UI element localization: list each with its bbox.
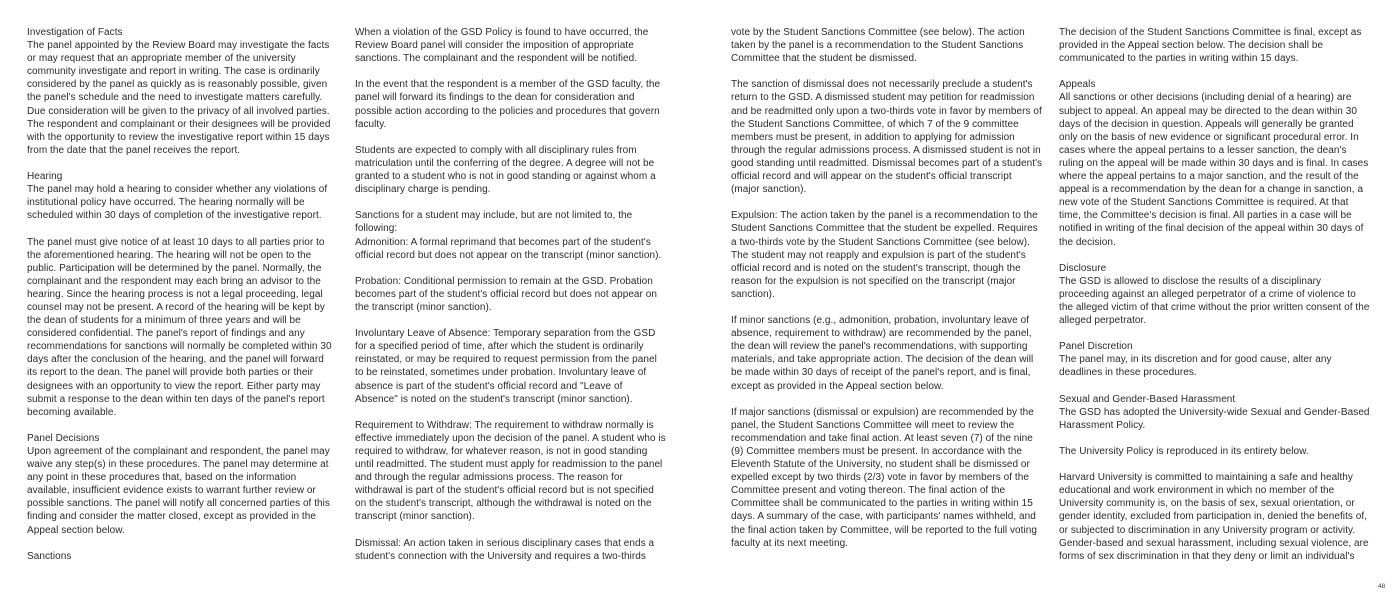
paragraph-text: All sanctions or other decisions (including denial of a hearing) are subject to appeal. An appeal may be directed to the dean within 30 days of the decision in question. Appeals will generally be granted only on the basis of new evidence or significant procedural error. In cases where the appeal pertains to a lesser sanction, the dean's ruling on the appeal will be made within 30 days and is final. In cases where the appeal pertains to a major sanction, and the result of the appeal is a recommendation by the dean for a change in sanction, a new vote of the Student Sanctions Committee is required. At that time, the Committee's decision is final. All parties in a case will be notified in writing of the final decision of the appeal within 30 days of the decision.	[1059, 92, 1369, 248]
text-column-3	[731, 26, 1043, 563]
paragraph	[731, 26, 1043, 65]
text-column-1	[27, 26, 335, 576]
text-column-4	[1059, 26, 1371, 576]
text-column-2	[355, 26, 667, 576]
paragraph-text: The panel must give notice of at least 10 days to all parties prior to the aforementioned hearing. The hearing will not be open to the public. Participation will be determined by the panel. Normally, the complainant and the respondent may each bring an advisor to the hearing. Since the hearing process is not a legal proceeding, legal counsel may not be present. A record of the hearing will be kept by the dean of students for a minimum of three years and will be considered confidential. The panel's report of findings and any recommendations for sanctions will normally be completed within 30 days after the conclusion of the hearing, and the panel will forward its report to the dean. The panel will provide both parties or their designees with an opportunity to view the report. Either party may submit a response to the dean within ten days of the panel's report becoming available.	[27, 236, 332, 418]
paragraph-text: The University Policy is reproduced in its entirety below.	[1059, 446, 1309, 457]
paragraph-text: Harvard University is committed to maintaining a safe and healthy educational and work environment in which no member of the University community is, on the basis of sex, sexual orientation, or gender identity, excluded from participation in, denied the benefits of, or subjected to discrimination in any University program or activity. Gender-based and sexual harassment, including sexual violence, are forms of sex discrimination in that they deny or limit an individual's	[1059, 472, 1369, 562]
paragraph	[1059, 78, 1371, 248]
paragraph	[355, 209, 667, 261]
paragraph	[355, 537, 667, 563]
paragraph-text: The sanction of dismissal does not necessarily preclude a student's return to the GSD. A dismissed student may petition for readmission and be readmitted only upon a two-thirds vote in favor by members of the Student Sanctions Committee, of which 7 of the 9 committee members must be present, in addition to applying for admission through the regular admissions process. A dismissed student is not in good standing until readmitted. Dismissal becomes part of a student's official record and will appear on the student's official transcript (major sanction).	[731, 79, 1043, 196]
paragraph	[355, 419, 667, 524]
section-heading: Panel Decisions	[27, 432, 100, 444]
paragraph-text: Dismissal: An action taken in serious disciplinary cases that ends a student's connection with the University and requires a two-thirds	[355, 537, 655, 562]
paragraph-text: The decision of the Student Sanctions Committee is final, except as provided in the Appeal section below. The decision shall be communicated to the parties in writing within 15 days.	[1059, 27, 1362, 65]
paragraph-text: The panel may hold a hearing to consider whether any violations of institutional policy have occurred. The hearing normally will be scheduled within 30 days of completion of the investigative report.	[27, 184, 328, 222]
paragraph	[27, 170, 335, 222]
paragraph	[731, 314, 1043, 393]
paragraph-text: The GSD has adopted the University-wide Sexual and Gender-Based Harassment Policy.	[1059, 406, 1370, 431]
section-heading: Investigation of Facts	[27, 27, 123, 38]
page-number: 48	[1378, 583, 1386, 590]
paragraph-text: When a violation of the GSD Policy is found to have occurred, the Review Board panel will consider the imposition of appropriate sanctions. The complainant and the respondent will be notified.	[355, 27, 649, 65]
paragraph	[731, 78, 1043, 196]
paragraph	[27, 550, 335, 563]
paragraph	[1059, 471, 1371, 563]
paragraph	[27, 236, 335, 419]
section-heading: Appeals	[1059, 79, 1096, 91]
paragraph	[1059, 445, 1371, 458]
section-heading: Panel Discretion	[1059, 341, 1133, 353]
paragraph-text: Involuntary Leave of Absence: Temporary separation from the GSD for a specified period of time, after which the student is ordinarily reinstated, or may be required to request permission from the panel to be reinstated, sometimes under probation. Involuntary leave of absence is part of the student's official record and "Leave of Absence" is noted on the student's transcript (minor sanction).	[355, 328, 657, 405]
paragraph	[731, 406, 1043, 550]
paragraph	[355, 275, 667, 314]
paragraph	[355, 327, 667, 406]
section-heading: Sanctions	[27, 550, 72, 562]
section-heading: Sexual and Gender-Based Harassment	[1059, 393, 1236, 405]
paragraph	[27, 26, 335, 157]
paragraph-text: Admonition: A formal reprimand that becomes part of the student's official record but does not appear on the transcript (minor sanction).	[355, 236, 662, 261]
paragraph-text: The panel appointed by the Review Board may investigate the facts or may request that an appropriate member of the university community investigate and report in writing. The case is ordinarily considered by the panel as quickly as is reasonably possible, given the panel's schedule and the need to investigate matters carefully. Due consideration will be given to the privacy of all involved parties. The respondent and complainant or their designees will be provided with the opportunity to review the investigative report within 15 days from the date that the panel receives the report.	[27, 40, 331, 156]
paragraph	[355, 26, 667, 65]
paragraph-text: vote by the Student Sanctions Committee (see below). The action taken by the panel is a recommendation to the Student Sanctions Committee that the student be dismissed.	[731, 27, 1025, 65]
paragraph-text: If major sanctions (dismissal or expulsion) are recommended by the panel, the Student Sanctions Committee will meet to review the recommendation and take final action. At least seven (7) of the nine (9) Committee members must be present. In accordance with the Eleventh Statute of the University, no student shall be dismissed or expelled except by two thirds (2/3) vote in favor by members of the Committee present and voting thereon. The final action of the Committee shall be communicated to the parties in writing within 15 days. A summary of the case, with participants' names withheld, and the final action taken by Committee, will be reported to the full voting faculty at its next meeting.	[731, 406, 1037, 549]
section-heading: Disclosure	[1059, 262, 1107, 274]
section-heading: Hearing	[27, 171, 63, 183]
paragraph	[355, 144, 667, 196]
paragraph	[1059, 340, 1371, 379]
paragraph-text: Students are expected to comply with all disciplinary rules from matriculation until the conferring of the degree. A degree will not be granted to a student who is not in good standing or against whom a disciplinary charge is pending.	[355, 144, 656, 196]
paragraph-text: Requirement to Withdraw: The requirement to withdraw normally is effective immediately upon the decision of the panel. A student who is required to withdraw, for whatever reason, is not in good standing until readmitted. The student must apply for readmission to the panel and through the regular admissions process. The reason for withdrawal is part of the student's official record but is not specified on the student's transcript, although the withdrawal is noted on the transcript (minor sanction).	[355, 419, 666, 523]
paragraph-text: In the event that the respondent is a member of the GSD faculty, the panel will forward its findings to the dean for consideration and possible action according to the policies and procedures that govern faculty.	[355, 79, 661, 130]
paragraph	[1059, 26, 1371, 65]
paragraph-text: Expulsion: The action taken by the panel is a recommendation to the Student Sanctions Committee that the student be expelled. Requires a two-thirds vote by the Student Sanctions Committee (see below). The student may not reapply and expulsion is part of the student's official record and is noted on the student's transcript, though the reason for the expulsion is not specified on the transcript (major sanction).	[731, 210, 1038, 300]
paragraph	[1059, 262, 1371, 327]
paragraph	[355, 78, 667, 130]
paragraph-text: If minor sanctions (e.g., admonition, probation, involuntary leave of absence, requirement to withdraw) are recommended by the panel, the dean will review the panel's recommendations, with supporting materials, and take appropriate action. The decision of the dean will be made within 30 days of receipt of the panel's report, and is final, except as provided in the Appeal section below.	[731, 315, 1034, 392]
paragraph-text: The panel may, in its discretion and for good cause, alter any deadlines in these procedures.	[1059, 354, 1332, 379]
paragraph-text: Probation: Conditional permission to remain at the GSD. Probation becomes part of the student's official record but does not appear on the transcript (minor sanction).	[355, 275, 657, 313]
paragraph-text: The GSD is allowed to disclose the results of a disciplinary proceeding against an alleged perpetrator of a crime of violence to the alleged victim of that crime without the prior written consent of the alleged perpetrator.	[1059, 275, 1370, 327]
paragraph-text: Upon agreement of the complainant and respondent, the panel may waive any step(s) in these procedures. The panel may determine at any point in these procedures that, based on the information available, insufficient evidence exists to warrant further review or possible sanctions. The panel will notify all concerned parties of this finding and consider the matter closed, except as provided in the Appeal section below.	[27, 446, 330, 536]
section-heading: Sanctions for a student may include, but are not limited to, the following:	[355, 210, 633, 235]
paragraph	[731, 209, 1043, 301]
paragraph	[1059, 393, 1371, 432]
paragraph	[27, 432, 335, 537]
